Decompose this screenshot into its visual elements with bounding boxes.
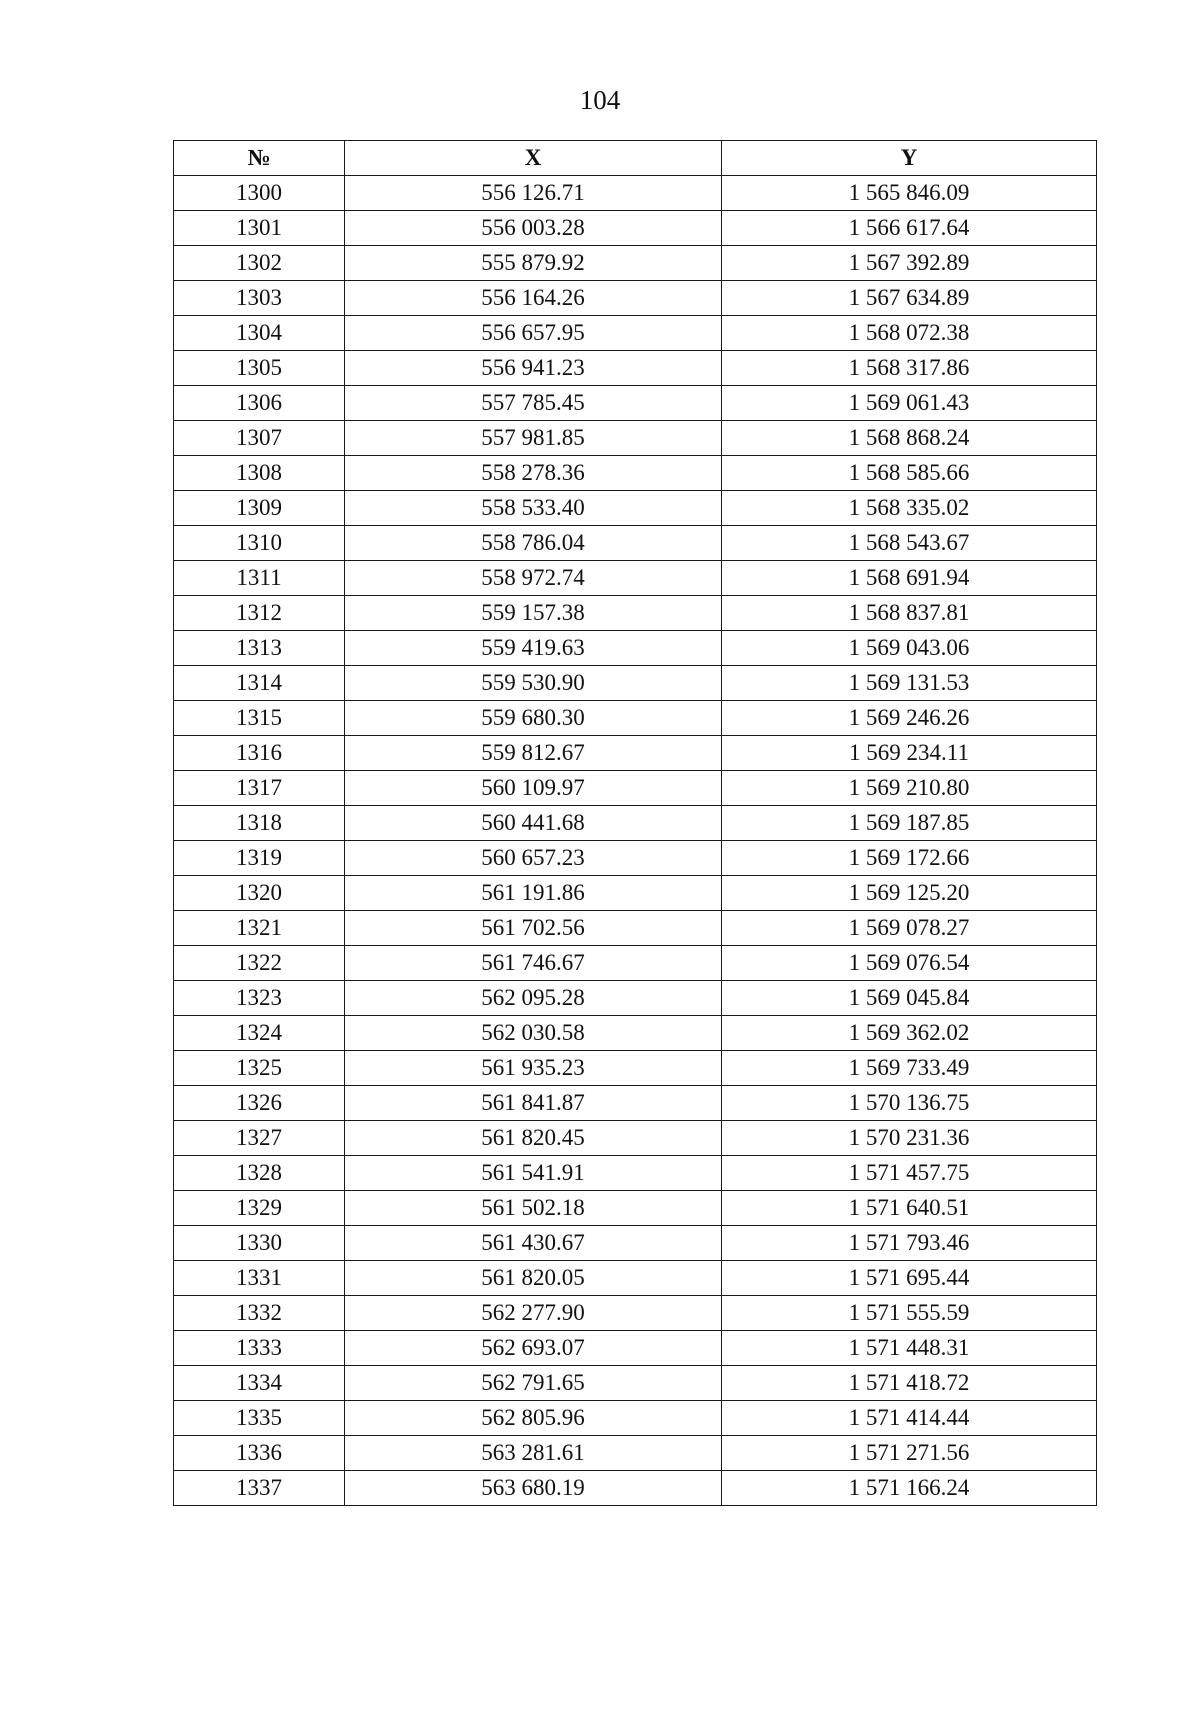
cell-number: 1315 — [174, 701, 345, 736]
cell-number: 1334 — [174, 1366, 345, 1401]
table-row — [174, 981, 1097, 1016]
cell-x: 562 095.28 — [345, 981, 722, 1016]
cell-y: 1 570 231.36 — [722, 1121, 1097, 1156]
table-row — [174, 1156, 1097, 1191]
table-row — [174, 946, 1097, 981]
cell-y: 1 567 392.89 — [722, 246, 1097, 281]
cell-number: 1331 — [174, 1261, 345, 1296]
table-row — [174, 1331, 1097, 1366]
table-row — [174, 1121, 1097, 1156]
table-row — [174, 176, 1097, 211]
table-row — [174, 211, 1097, 246]
table-row — [174, 1401, 1097, 1436]
table-row — [174, 666, 1097, 701]
cell-y: 1 569 246.26 — [722, 701, 1097, 736]
cell-x: 561 820.45 — [345, 1121, 722, 1156]
cell-number: 1313 — [174, 631, 345, 666]
cell-y: 1 568 691.94 — [722, 561, 1097, 596]
cell-x: 556 164.26 — [345, 281, 722, 316]
cell-x: 562 030.58 — [345, 1016, 722, 1051]
table-row — [174, 806, 1097, 841]
table-header — [174, 141, 1097, 176]
table-row — [174, 456, 1097, 491]
cell-y: 1 569 187.85 — [722, 806, 1097, 841]
cell-y: 1 571 555.59 — [722, 1296, 1097, 1331]
cell-x: 561 191.86 — [345, 876, 722, 911]
cell-y: 1 568 335.02 — [722, 491, 1097, 526]
table-row — [174, 1086, 1097, 1121]
table-row — [174, 911, 1097, 946]
table-row — [174, 1366, 1097, 1401]
cell-y: 1 571 414.44 — [722, 1401, 1097, 1436]
cell-x: 559 680.30 — [345, 701, 722, 736]
cell-number: 1302 — [174, 246, 345, 281]
table-row — [174, 1471, 1097, 1506]
cell-number: 1310 — [174, 526, 345, 561]
cell-x: 560 657.23 — [345, 841, 722, 876]
cell-number: 1333 — [174, 1331, 345, 1366]
cell-y: 1 569 733.49 — [722, 1051, 1097, 1086]
cell-number: 1307 — [174, 421, 345, 456]
cell-x: 558 786.04 — [345, 526, 722, 561]
cell-x: 555 879.92 — [345, 246, 722, 281]
cell-x: 561 841.87 — [345, 1086, 722, 1121]
table-row — [174, 281, 1097, 316]
cell-number: 1311 — [174, 561, 345, 596]
header-y: Y — [722, 141, 1097, 176]
cell-number: 1321 — [174, 911, 345, 946]
cell-number: 1317 — [174, 771, 345, 806]
cell-number: 1306 — [174, 386, 345, 421]
cell-y: 1 568 317.86 — [722, 351, 1097, 386]
cell-x: 560 109.97 — [345, 771, 722, 806]
cell-x: 558 533.40 — [345, 491, 722, 526]
cell-number: 1335 — [174, 1401, 345, 1436]
cell-x: 561 541.91 — [345, 1156, 722, 1191]
table-row — [174, 316, 1097, 351]
cell-y: 1 569 234.11 — [722, 736, 1097, 771]
page-number: 104 — [579, 85, 621, 115]
cell-y: 1 569 043.06 — [722, 631, 1097, 666]
table-row — [174, 1191, 1097, 1226]
cell-y: 1 569 131.53 — [722, 666, 1097, 701]
cell-number: 1301 — [174, 211, 345, 246]
cell-y: 1 569 045.84 — [722, 981, 1097, 1016]
cell-x: 561 746.67 — [345, 946, 722, 981]
cell-number: 1300 — [174, 176, 345, 211]
table-row — [174, 771, 1097, 806]
cell-x: 563 680.19 — [345, 1471, 722, 1506]
cell-number: 1305 — [174, 351, 345, 386]
cell-y: 1 571 166.24 — [722, 1471, 1097, 1506]
cell-x: 562 277.90 — [345, 1296, 722, 1331]
cell-x: 559 530.90 — [345, 666, 722, 701]
table-row — [174, 246, 1097, 281]
cell-x: 561 820.05 — [345, 1261, 722, 1296]
coordinates-table — [173, 140, 1097, 1506]
cell-number: 1328 — [174, 1156, 345, 1191]
table-row — [174, 631, 1097, 666]
cell-x: 557 981.85 — [345, 421, 722, 456]
header-number: № — [174, 141, 345, 176]
cell-x: 557 785.45 — [345, 386, 722, 421]
table-row — [174, 1016, 1097, 1051]
cell-y: 1 571 418.72 — [722, 1366, 1097, 1401]
table-row — [174, 1051, 1097, 1086]
table-row — [174, 491, 1097, 526]
cell-number: 1314 — [174, 666, 345, 701]
cell-y: 1 571 640.51 — [722, 1191, 1097, 1226]
cell-x: 558 972.74 — [345, 561, 722, 596]
table-row — [174, 526, 1097, 561]
header-x: X — [345, 141, 722, 176]
cell-number: 1324 — [174, 1016, 345, 1051]
cell-number: 1327 — [174, 1121, 345, 1156]
cell-x: 563 281.61 — [345, 1436, 722, 1471]
cell-y: 1 567 634.89 — [722, 281, 1097, 316]
cell-y: 1 569 061.43 — [722, 386, 1097, 421]
cell-x: 559 812.67 — [345, 736, 722, 771]
table-row — [174, 1296, 1097, 1331]
cell-x: 560 441.68 — [345, 806, 722, 841]
cell-number: 1326 — [174, 1086, 345, 1121]
table-row — [174, 1226, 1097, 1261]
cell-number: 1308 — [174, 456, 345, 491]
cell-y: 1 571 271.56 — [722, 1436, 1097, 1471]
cell-y: 1 569 172.66 — [722, 841, 1097, 876]
cell-y: 1 571 793.46 — [722, 1226, 1097, 1261]
cell-number: 1303 — [174, 281, 345, 316]
table-row — [174, 421, 1097, 456]
cell-number: 1332 — [174, 1296, 345, 1331]
cell-y: 1 568 837.81 — [722, 596, 1097, 631]
cell-y: 1 568 543.67 — [722, 526, 1097, 561]
cell-number: 1320 — [174, 876, 345, 911]
cell-number: 1329 — [174, 1191, 345, 1226]
cell-y: 1 569 076.54 — [722, 946, 1097, 981]
cell-y: 1 570 136.75 — [722, 1086, 1097, 1121]
table-row — [174, 596, 1097, 631]
cell-x: 556 003.28 — [345, 211, 722, 246]
cell-number: 1322 — [174, 946, 345, 981]
table-row — [174, 386, 1097, 421]
cell-x: 562 805.96 — [345, 1401, 722, 1436]
cell-number: 1312 — [174, 596, 345, 631]
cell-y: 1 566 617.64 — [722, 211, 1097, 246]
table-body — [174, 176, 1097, 1506]
table-row — [174, 1261, 1097, 1296]
cell-number: 1330 — [174, 1226, 345, 1261]
cell-number: 1319 — [174, 841, 345, 876]
cell-number: 1337 — [174, 1471, 345, 1506]
cell-y: 1 569 210.80 — [722, 771, 1097, 806]
cell-number: 1336 — [174, 1436, 345, 1471]
table-row — [174, 701, 1097, 736]
cell-y: 1 569 078.27 — [722, 911, 1097, 946]
cell-x: 561 502.18 — [345, 1191, 722, 1226]
table-row — [174, 736, 1097, 771]
cell-y: 1 565 846.09 — [722, 176, 1097, 211]
cell-y: 1 571 448.31 — [722, 1331, 1097, 1366]
table-row — [174, 351, 1097, 386]
cell-number: 1325 — [174, 1051, 345, 1086]
cell-number: 1316 — [174, 736, 345, 771]
table-row — [174, 841, 1097, 876]
cell-x: 559 419.63 — [345, 631, 722, 666]
cell-x: 556 657.95 — [345, 316, 722, 351]
cell-number: 1318 — [174, 806, 345, 841]
cell-y: 1 568 585.66 — [722, 456, 1097, 491]
cell-y: 1 571 695.44 — [722, 1261, 1097, 1296]
cell-y: 1 568 072.38 — [722, 316, 1097, 351]
table-row — [174, 561, 1097, 596]
table-row — [174, 1436, 1097, 1471]
cell-y: 1 571 457.75 — [722, 1156, 1097, 1191]
table-row — [174, 876, 1097, 911]
cell-y: 1 568 868.24 — [722, 421, 1097, 456]
cell-y: 1 569 125.20 — [722, 876, 1097, 911]
cell-x: 556 941.23 — [345, 351, 722, 386]
cell-y: 1 569 362.02 — [722, 1016, 1097, 1051]
cell-x: 558 278.36 — [345, 456, 722, 491]
cell-x: 562 693.07 — [345, 1331, 722, 1366]
cell-number: 1304 — [174, 316, 345, 351]
cell-x: 559 157.38 — [345, 596, 722, 631]
cell-x: 561 702.56 — [345, 911, 722, 946]
header-row — [174, 141, 1097, 176]
cell-x: 556 126.71 — [345, 176, 722, 211]
cell-x: 561 935.23 — [345, 1051, 722, 1086]
cell-x: 562 791.65 — [345, 1366, 722, 1401]
cell-number: 1323 — [174, 981, 345, 1016]
cell-x: 561 430.67 — [345, 1226, 722, 1261]
cell-number: 1309 — [174, 491, 345, 526]
